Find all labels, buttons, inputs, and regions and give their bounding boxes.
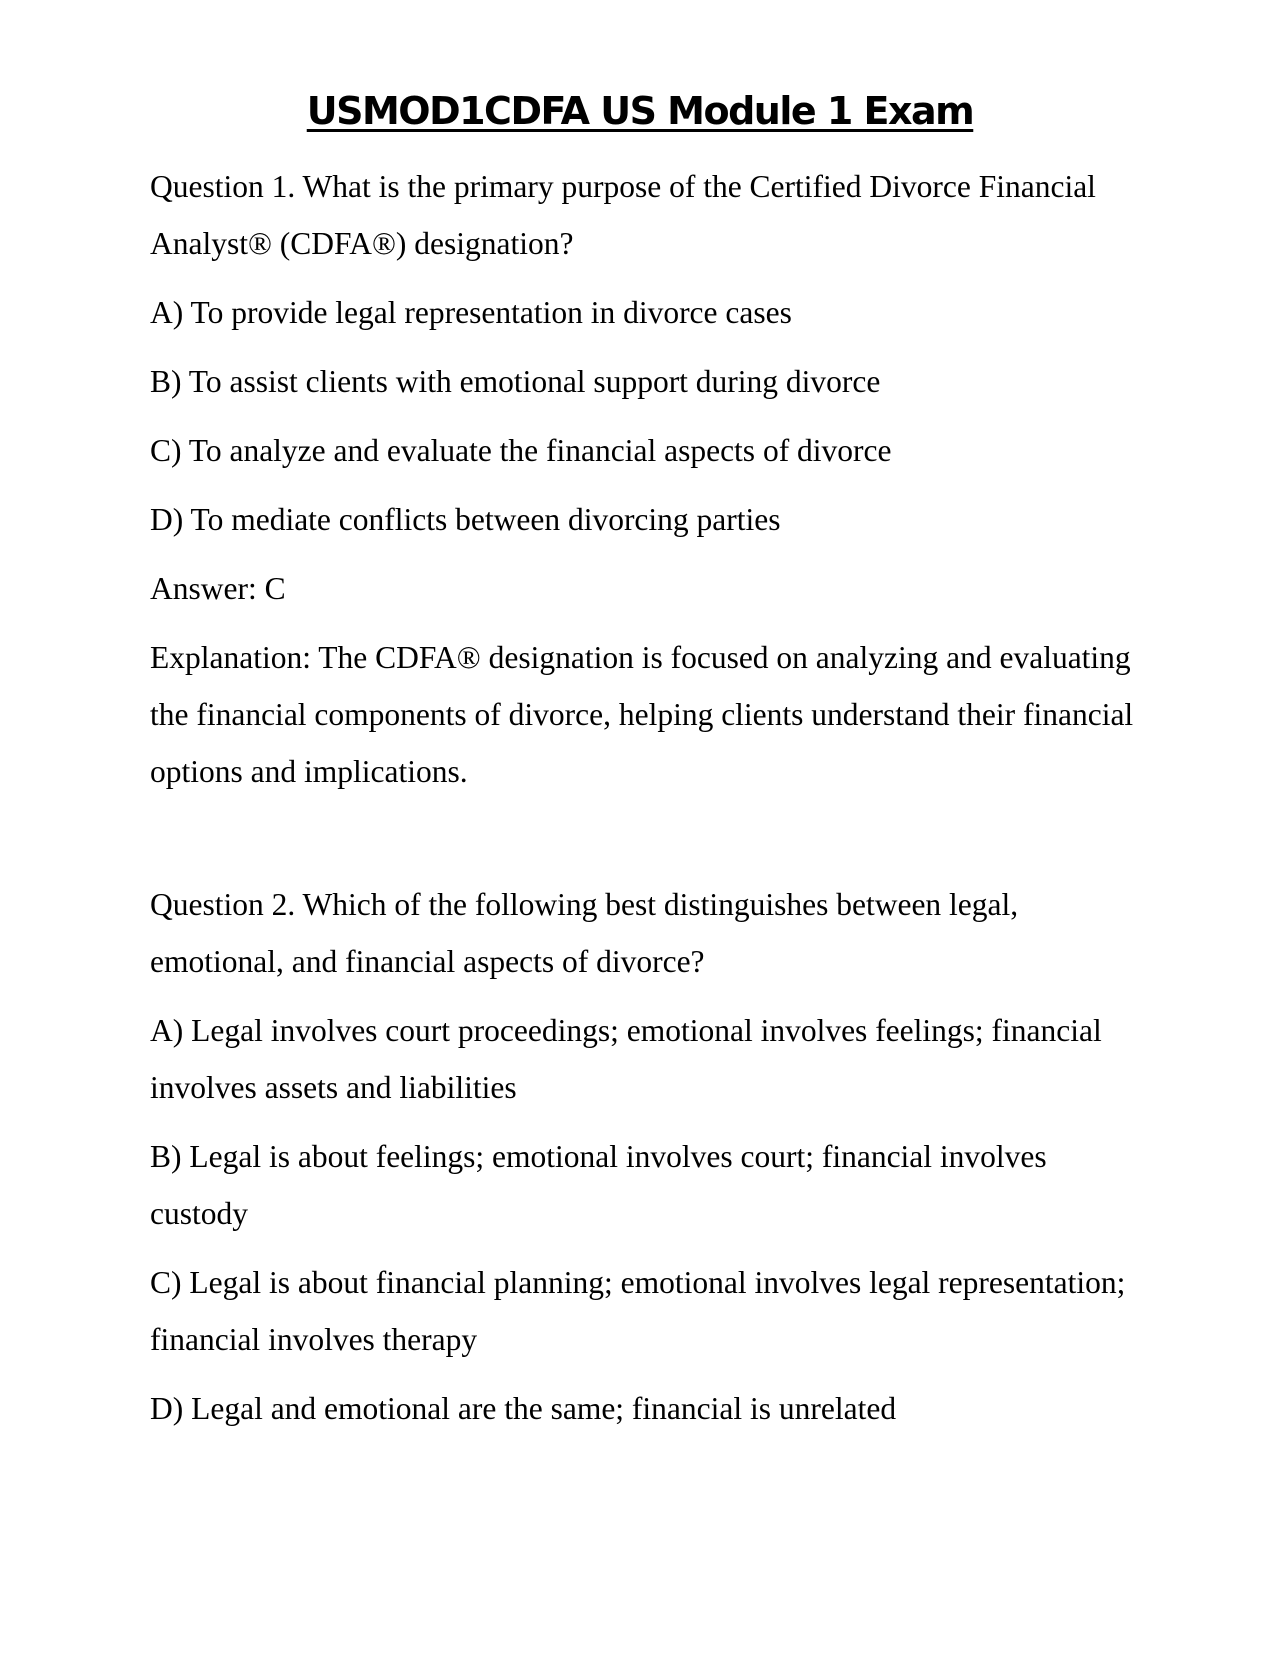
question-2-text: Question 2. Which of the following best distinguishes between legal, emotional, and financial aspects of divorce? xyxy=(150,887,1019,979)
question-block-1 xyxy=(150,158,1150,800)
question-2-option-c: C) Legal is about financial planning; emotional involves legal representation; financial involves therapy xyxy=(150,1265,1126,1357)
question-1-explanation: Explanation: The CDFA® designation is focused on analyzing and evaluating the financial components of divorce, helping clients understand their financial options and implications. xyxy=(150,640,1134,789)
question-1-option-d: D) To mediate conflicts between divorcing parties xyxy=(150,502,781,537)
question-1-option-a: A) To provide legal representation in divorce cases xyxy=(150,295,792,330)
question-spacer xyxy=(150,812,1150,876)
question-2-option-a: A) Legal involves court proceedings; emotional involves feelings; financial involves assets and liabilities xyxy=(150,1013,1102,1105)
question-1-answer: Answer: C xyxy=(150,571,286,606)
document-title xyxy=(0,86,1280,136)
question-1-text: Question 1. What is the primary purpose of the Certified Divorce Financial Analyst® (CDFA®) designation? xyxy=(150,169,1096,261)
question-2-option-d: D) Legal and emotional are the same; financial is unrelated xyxy=(150,1391,897,1426)
question-1-option-c: C) To analyze and evaluate the financial aspects of divorce xyxy=(150,433,892,468)
document-title-text: USMOD1CDFA US Module 1 Exam xyxy=(306,89,974,133)
question-2-option-b: B) Legal is about feelings; emotional involves court; financial involves custody xyxy=(150,1139,1047,1231)
document-body xyxy=(150,158,1150,1449)
question-1-option-b: B) To assist clients with emotional support during divorce xyxy=(150,364,881,399)
question-block-2 xyxy=(150,876,1150,1437)
